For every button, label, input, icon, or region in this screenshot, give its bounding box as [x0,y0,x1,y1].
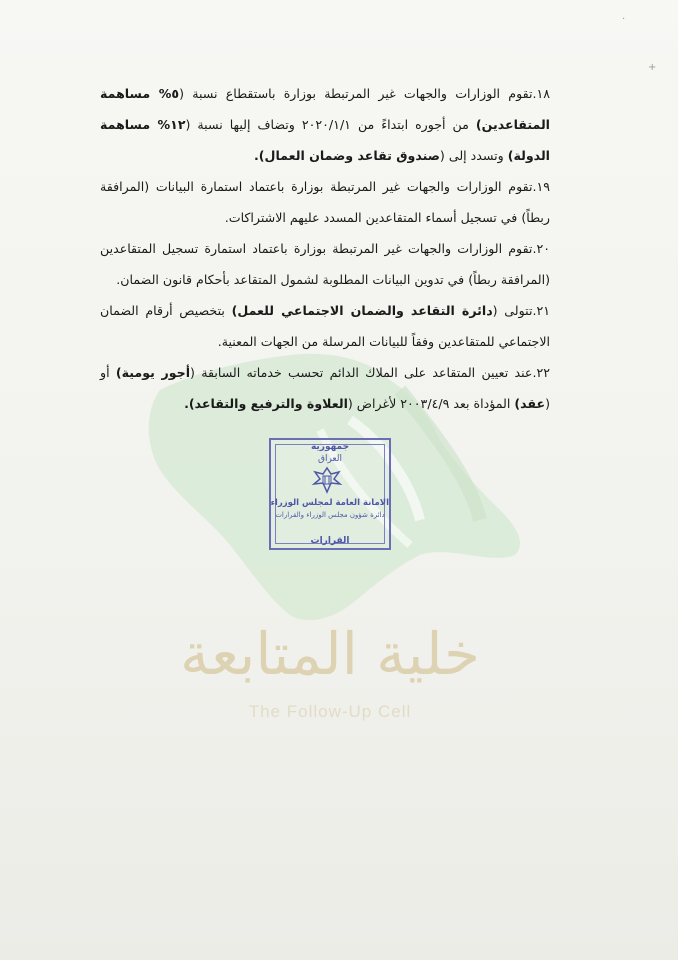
bold-text: صندوق تقاعد وضمان العمال). [253,148,440,163]
paragraph-number: ٢٠. [532,241,550,256]
follow-up-cell-english: The Follow-Up Cell [248,702,412,721]
bold-text: عقد) [514,396,546,411]
bold-text: ١٢% مساهمة الدولة) [100,117,550,163]
paragraph-text: تتولى ( [492,303,533,318]
bold-text: ٥% مساهمة المتقاعدين) [100,86,550,132]
numbered-paragraph [100,357,550,419]
paragraph-number: ٢٢. [532,365,550,380]
paragraph-text: أو ( [100,365,550,411]
stamp-org: الامانة العامة لمجلس الوزراء [270,498,389,508]
paragraph-text: من أجوره ابتداءً من ٢٠٢٠/١/١ وتضاف إليها نسبة ( [185,117,476,132]
bold-text: العلاوة والترفيع والتقاعد). [184,396,348,411]
paragraph-text: تقوم الوزارات والجهات غير المرتبطة بوزارة باستقطاع نسبة ( [179,86,533,101]
paragraph-text: عند تعيين المتقاعد على الملاك الدائم تحسب خدماته السابقة ( [190,365,533,380]
stamp-title: جمهورية [310,442,350,452]
official-stamp [269,438,391,550]
paragraph-text: المؤداة بعد ٢٠٠٣/٤/٩ لأغراض ( [347,396,515,411]
paragraph-text: تقوم الوزارات والجهات غير المرتبطة بوزارة باعتماد استمارة البيانات (المرافقة ربطاً) في تسجيل أسماء المتقاعدين المسدد عليهم الاشتراكات. [100,179,550,225]
paragraph-number: ١٩. [532,179,550,194]
numbered-paragraph [100,295,550,357]
numbered-paragraph [100,171,550,233]
scan-mark: · [622,14,626,25]
paragraph-text: تقوم الوزارات والجهات غير المرتبطة بوزارة باعتماد استمارة تسجيل المتقاعدين (المرافقة ربطاً) في تدوين البيانات المطلوبة لشمول المتقاعد بأحكام قانون الضمان. [100,241,550,287]
paragraph-number: ١٨. [532,86,550,101]
paragraph-number: ٢١. [532,303,550,318]
paragraph-text: بتخصيص أرقام الضمان الاجتماعي للمتقاعدين وفقاً للبيانات المرسلة من الجهات المعنية. [100,303,550,349]
numbered-paragraph [100,78,550,171]
stamp-footer: القرارات [310,536,350,546]
document-body [100,78,550,419]
numbered-paragraph [100,233,550,295]
bold-text: دائرة التقاعد والضمان الاجتماعي للعمل) [231,303,493,318]
paragraph-text: وتسدد إلى ( [439,148,508,163]
bold-text: أجور يومية) [115,365,191,380]
follow-up-cell-arabic: خلية المتابعة [180,620,480,688]
eagle-emblem-icon [309,464,345,496]
stamp-country: العراق [317,454,343,464]
stamp-dept: دائرة شؤون مجلس الوزراء والقرارات [275,511,385,519]
follow-up-cell-logo [180,610,480,740]
scan-mark: + [648,62,657,73]
